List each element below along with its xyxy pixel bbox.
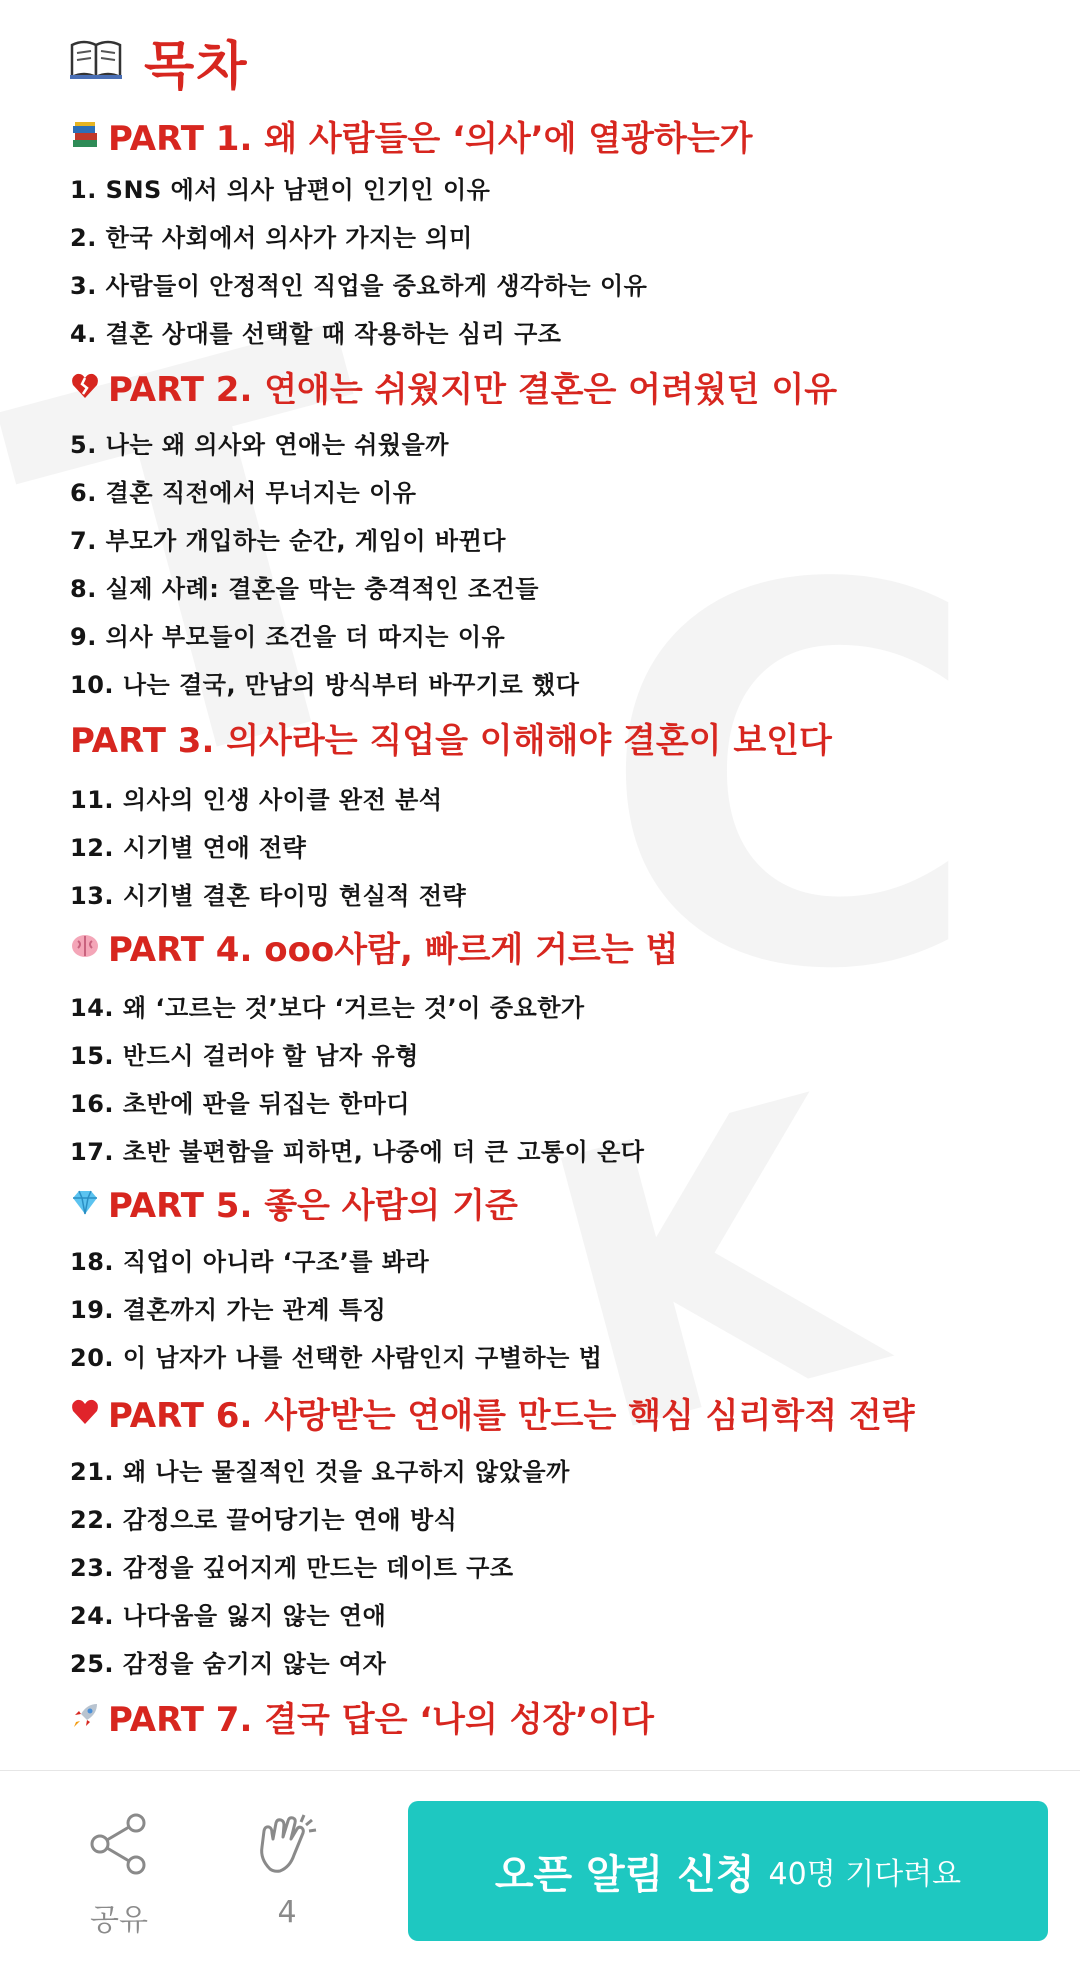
toc-item-21: 21. 왜 나는 물질적인 것을 요구하지 않았을까 xyxy=(70,1457,570,1486)
clap-count: 4 xyxy=(277,1895,297,1930)
toc-item-22: 22. 감정으로 끌어당기는 연애 방식 xyxy=(70,1505,458,1534)
watermark-decoration xyxy=(0,263,456,857)
toc-item-19: 19. 결혼까지 가는 관계 특징 xyxy=(70,1295,387,1324)
toc-item-17: 17. 초반 불편함을 피하면, 나중에 더 큰 고통이 온다 xyxy=(70,1137,645,1166)
part-7-title: PART 7. 결국 답은 ‘나의 성장’이다 xyxy=(108,1699,654,1740)
toc-item-14: 14. 왜 ‘고르는 것’보다 ‘거르는 것’이 중요한가 xyxy=(70,993,585,1022)
toc-item-9: 9. 의사 부모들이 조건을 더 따지는 이유 xyxy=(70,622,506,651)
bottom-action-bar xyxy=(0,1770,1080,1967)
heart-icon xyxy=(70,1397,100,1427)
open-book-icon xyxy=(70,39,122,83)
part-2-heading xyxy=(70,360,837,412)
broken-heart-icon xyxy=(70,371,100,401)
clap-icon xyxy=(252,1809,322,1883)
toc-item-5: 5. 나는 왜 의사와 연애는 쉬웠을까 xyxy=(70,430,449,459)
part-6-title: PART 6. 사랑받는 연애를 만드는 핵심 심리학적 전략 xyxy=(108,1395,915,1436)
part-6-heading xyxy=(70,1386,915,1438)
part-1-title: PART 1. 왜 사람들은 ‘의사’에 열광하는가 xyxy=(108,118,753,159)
part-7-heading xyxy=(70,1690,654,1742)
gem-icon xyxy=(70,1187,100,1217)
share-label: 공유 xyxy=(90,1903,148,1938)
toc-title: 목차 xyxy=(144,36,249,97)
share-icon xyxy=(86,1811,152,1881)
toc-item-7: 7. 부모가 개입하는 순간, 게임이 바뀐다 xyxy=(70,526,506,555)
toc-item-11: 11. 의사의 인생 사이클 완전 분석 xyxy=(70,785,443,814)
clap-button[interactable] xyxy=(232,1811,342,1930)
cta-waiting-count: 40명 기다려요 xyxy=(768,1857,962,1892)
share-button[interactable] xyxy=(64,1811,174,1939)
toc-item-8: 8. 실제 사례: 결혼을 막는 충격적인 조건들 xyxy=(70,574,539,603)
notify-signup-button[interactable] xyxy=(408,1801,1048,1941)
toc-item-15: 15. 반드시 걸러야 할 남자 유형 xyxy=(70,1041,419,1070)
books-icon xyxy=(70,120,100,150)
toc-item-23: 23. 감정을 깊어지게 만드는 데이트 구조 xyxy=(70,1553,514,1582)
part-3-heading xyxy=(70,711,832,763)
toc-item-4: 4. 결혼 상대를 선택할 때 작용하는 심리 구조 xyxy=(70,319,562,348)
part-5-title: PART 5. 좋은 사람의 기준 xyxy=(108,1185,518,1226)
toc-item-6: 6. 결혼 직전에서 무너지는 이유 xyxy=(70,478,417,507)
toc-item-18: 18. 직업이 아니라 ‘구조’를 봐라 xyxy=(70,1247,430,1276)
toc-item-1: 1. SNS 에서 의사 남편이 인기인 이유 xyxy=(70,175,491,204)
toc-title-row xyxy=(70,26,248,96)
part-1-heading xyxy=(70,111,753,159)
toc-item-25: 25. 감정을 숨기지 않는 여자 xyxy=(70,1649,387,1678)
toc-item-13: 13. 시기별 결혼 타이밍 현실적 전략 xyxy=(70,881,467,910)
brain-icon xyxy=(70,931,100,961)
toc-item-2: 2. 한국 사회에서 의사가 가지는 의미 xyxy=(70,223,473,252)
toc-item-12: 12. 시기별 연애 전략 xyxy=(70,833,307,862)
part-4-heading xyxy=(70,920,678,972)
rocket-icon xyxy=(70,1701,100,1731)
part-2-title: PART 2. 연애는 쉬웠지만 결혼은 어려웠던 이유 xyxy=(108,369,838,410)
toc-item-20: 20. 이 남자가 나를 선택한 사람인지 구별하는 법 xyxy=(70,1343,603,1372)
toc-item-3: 3. 사람들이 안정적인 직업을 중요하게 생각하는 이유 xyxy=(70,271,648,300)
toc-item-10: 10. 나는 결국, 만남의 방식부터 바꾸기로 했다 xyxy=(70,670,580,699)
toc-item-24: 24. 나다움을 잃지 않는 연애 xyxy=(70,1601,387,1630)
part-4-title: PART 4. ooo사람, 빠르게 거르는 법 xyxy=(108,929,679,970)
part-5-heading xyxy=(70,1176,518,1228)
part-3-title: PART 3. 의사라는 직업을 이해해야 결혼이 보인다 xyxy=(70,720,832,761)
toc-item-16: 16. 초반에 판을 뒤집는 한마디 xyxy=(70,1089,410,1118)
cta-main-label: 오픈 알림 신청 xyxy=(494,1851,755,1898)
